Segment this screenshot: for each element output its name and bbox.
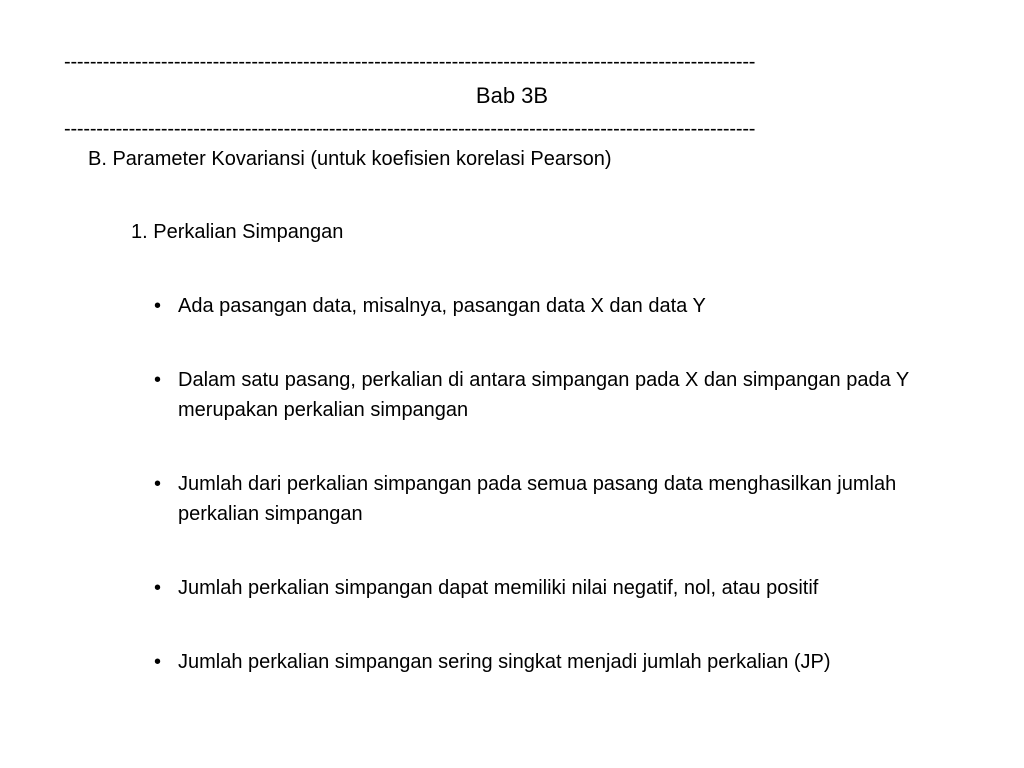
bullet-text: Jumlah perkalian simpangan sering singkat menjadi jumlah perkalian (JP): [178, 651, 831, 673]
bullet-text: Dalam satu pasang, perkalian di antara simpangan pada X dan simpangan pada Y merupakan perkalian simpangan: [178, 369, 909, 421]
sub-heading: 1. Perkalian Simpangan: [131, 221, 344, 243]
bullet-icon: •: [154, 295, 162, 317]
bullet-item-1: [152, 291, 972, 321]
bullet-icon: •: [154, 473, 162, 495]
bullet-icon: •: [154, 651, 162, 673]
slide-title: Bab 3B: [475, 83, 549, 108]
bullet-text: Ada pasangan data, misalnya, pasangan data X dan data Y: [178, 295, 706, 317]
bullet-item-4: [152, 573, 972, 603]
bullet-text: Jumlah dari perkalian simpangan pada semua pasang data menghasilkan jumlah perkalian simpangan: [178, 473, 897, 525]
bullet-item-3: [152, 469, 972, 529]
dashed-separator-bottom: -----------------------------------------------------------------------------------------------------------: [64, 118, 756, 140]
bullet-icon: •: [154, 577, 162, 599]
section-heading: B. Parameter Kovariansi (untuk koefisien korelasi Pearson): [88, 148, 612, 170]
dashed-separator-top: -----------------------------------------------------------------------------------------------------------: [64, 51, 756, 73]
bullet-item-2: [152, 365, 972, 425]
bullet-text: Jumlah perkalian simpangan dapat memiliki nilai negatif, nol, atau positif: [178, 577, 819, 599]
bullet-icon: •: [154, 369, 162, 391]
bullet-item-5: [152, 647, 972, 677]
bullet-list: [152, 291, 972, 721]
